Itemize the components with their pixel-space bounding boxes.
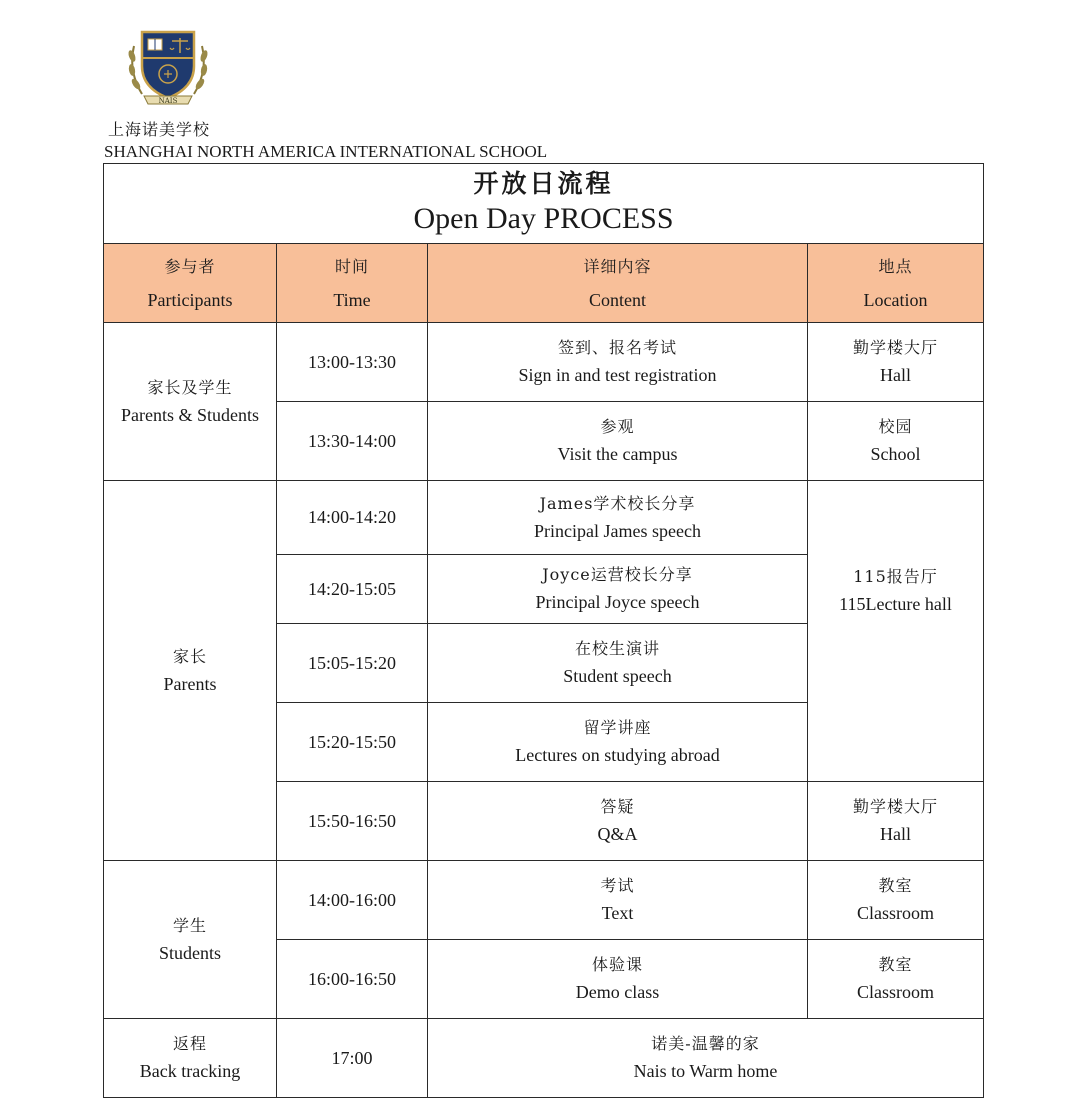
- location-cn: 教室: [878, 955, 913, 974]
- content-en: Principal James speech: [534, 520, 701, 541]
- participants-back-tracking: [104, 1019, 277, 1098]
- location-en: School: [870, 444, 921, 464]
- content-cell: [428, 1019, 984, 1098]
- location-en: Classroom: [857, 903, 935, 923]
- header-cn: 参与者: [164, 257, 216, 276]
- content-en: Demo class: [575, 982, 660, 1002]
- content-cn: James学术校长分享: [539, 493, 696, 513]
- participants-en: Parents & Students: [121, 404, 259, 425]
- table-row: [104, 1019, 984, 1098]
- header-cn: 地点: [878, 257, 913, 276]
- participants-cn: 返程: [172, 1034, 207, 1053]
- location-en: Hall: [880, 365, 912, 385]
- header-cn: 时间: [334, 257, 369, 276]
- location-cn: 勤学楼大厅: [853, 338, 939, 357]
- participants-en: Students: [158, 942, 221, 963]
- column-header-participants: [104, 244, 277, 323]
- content-cell: [428, 555, 808, 624]
- location-en: Classroom: [857, 982, 935, 1002]
- column-header-location: [808, 244, 984, 323]
- content-cn: 签到、报名考试: [557, 338, 677, 357]
- location-lecture-hall: [808, 481, 984, 782]
- content-en: Text: [601, 903, 634, 923]
- location-cn: 115报告厅: [853, 567, 938, 586]
- content-cn: Joyce运营校长分享: [542, 565, 693, 584]
- content-en: Sign in and test registration: [518, 365, 717, 385]
- participants-parents-students: [104, 323, 277, 481]
- location-en: Hall: [880, 824, 912, 844]
- content-en: Q&A: [597, 824, 638, 844]
- content-cn: 参观: [600, 417, 635, 436]
- time-cell: 17:00: [277, 1019, 428, 1098]
- content-cn: 体验课: [591, 955, 643, 974]
- location-cn: 勤学楼大厅: [853, 797, 939, 816]
- school-name-english: SHANGHAI NORTH AMERICA INTERNATIONAL SCHOOL: [104, 142, 548, 161]
- location-cn: 教室: [878, 876, 913, 895]
- column-header-row: [104, 244, 984, 323]
- table-row: [104, 323, 984, 402]
- content-cell: [428, 481, 808, 555]
- participants-students: [104, 861, 277, 1019]
- open-day-schedule-table: [103, 163, 984, 1098]
- content-en: Nais to Warm home: [633, 1061, 778, 1081]
- content-en: Student speech: [563, 666, 672, 686]
- content-cn: 在校生演讲: [574, 639, 660, 658]
- content-cn: 答疑: [600, 797, 635, 816]
- participants-cn: 家长: [172, 646, 207, 666]
- content-en: Lectures on studying abroad: [515, 745, 720, 765]
- participants-en: Parents: [163, 673, 217, 694]
- location-cell: [808, 861, 984, 940]
- location-cell: [808, 940, 984, 1019]
- content-cell: [428, 861, 808, 940]
- time-cell: 13:30-14:00: [277, 402, 428, 481]
- content-cell: [428, 703, 808, 782]
- location-en: 115Lecture hall: [839, 594, 952, 614]
- school-crest-logo: [122, 26, 214, 108]
- header-en: Time: [333, 290, 371, 310]
- participants-cn: 家长及学生: [147, 377, 233, 397]
- location-cell: [808, 782, 984, 861]
- content-cn: 考试: [600, 876, 635, 895]
- table-title: [104, 164, 984, 244]
- time-cell: 13:00-13:30: [277, 323, 428, 402]
- participants-parents: [104, 481, 277, 861]
- participants-en: Back tracking: [139, 1061, 241, 1081]
- column-header-content: [428, 244, 808, 323]
- location-cn: 校园: [878, 417, 913, 436]
- title-english: Open Day PROCESS: [413, 201, 674, 235]
- header-en: Location: [863, 290, 928, 310]
- content-cell: [428, 782, 808, 861]
- crest-ribbon-text: NAIS: [158, 97, 178, 105]
- content-cell: [428, 323, 808, 402]
- table-row: [104, 481, 984, 555]
- header-en: Participants: [147, 290, 233, 310]
- location-cell: [808, 402, 984, 481]
- participants-cn: 学生: [172, 915, 207, 935]
- time-cell: 15:50-16:50: [277, 782, 428, 861]
- location-cell: [808, 323, 984, 402]
- time-cell: 15:05-15:20: [277, 624, 428, 703]
- column-header-time: [277, 244, 428, 323]
- content-en: Visit the campus: [557, 444, 678, 464]
- content-cell: [428, 624, 808, 703]
- table-row: [104, 861, 984, 940]
- header-cn: 详细内容: [583, 257, 652, 276]
- content-cn: 留学讲座: [583, 718, 652, 737]
- content-cell: [428, 940, 808, 1019]
- content-cn: 诺美-温馨的家: [651, 1034, 760, 1053]
- content-cell: [428, 402, 808, 481]
- time-cell: 14:00-16:00: [277, 861, 428, 940]
- time-cell: 15:20-15:50: [277, 703, 428, 782]
- time-cell: 14:20-15:05: [277, 555, 428, 624]
- header-en: Content: [589, 290, 646, 310]
- content-en: Principal Joyce speech: [535, 592, 700, 612]
- title-chinese: 开放日流程: [473, 168, 614, 198]
- time-cell: 16:00-16:50: [277, 940, 428, 1019]
- time-cell: 14:00-14:20: [277, 481, 428, 555]
- school-name-chinese: 上海诺美学校: [108, 120, 211, 139]
